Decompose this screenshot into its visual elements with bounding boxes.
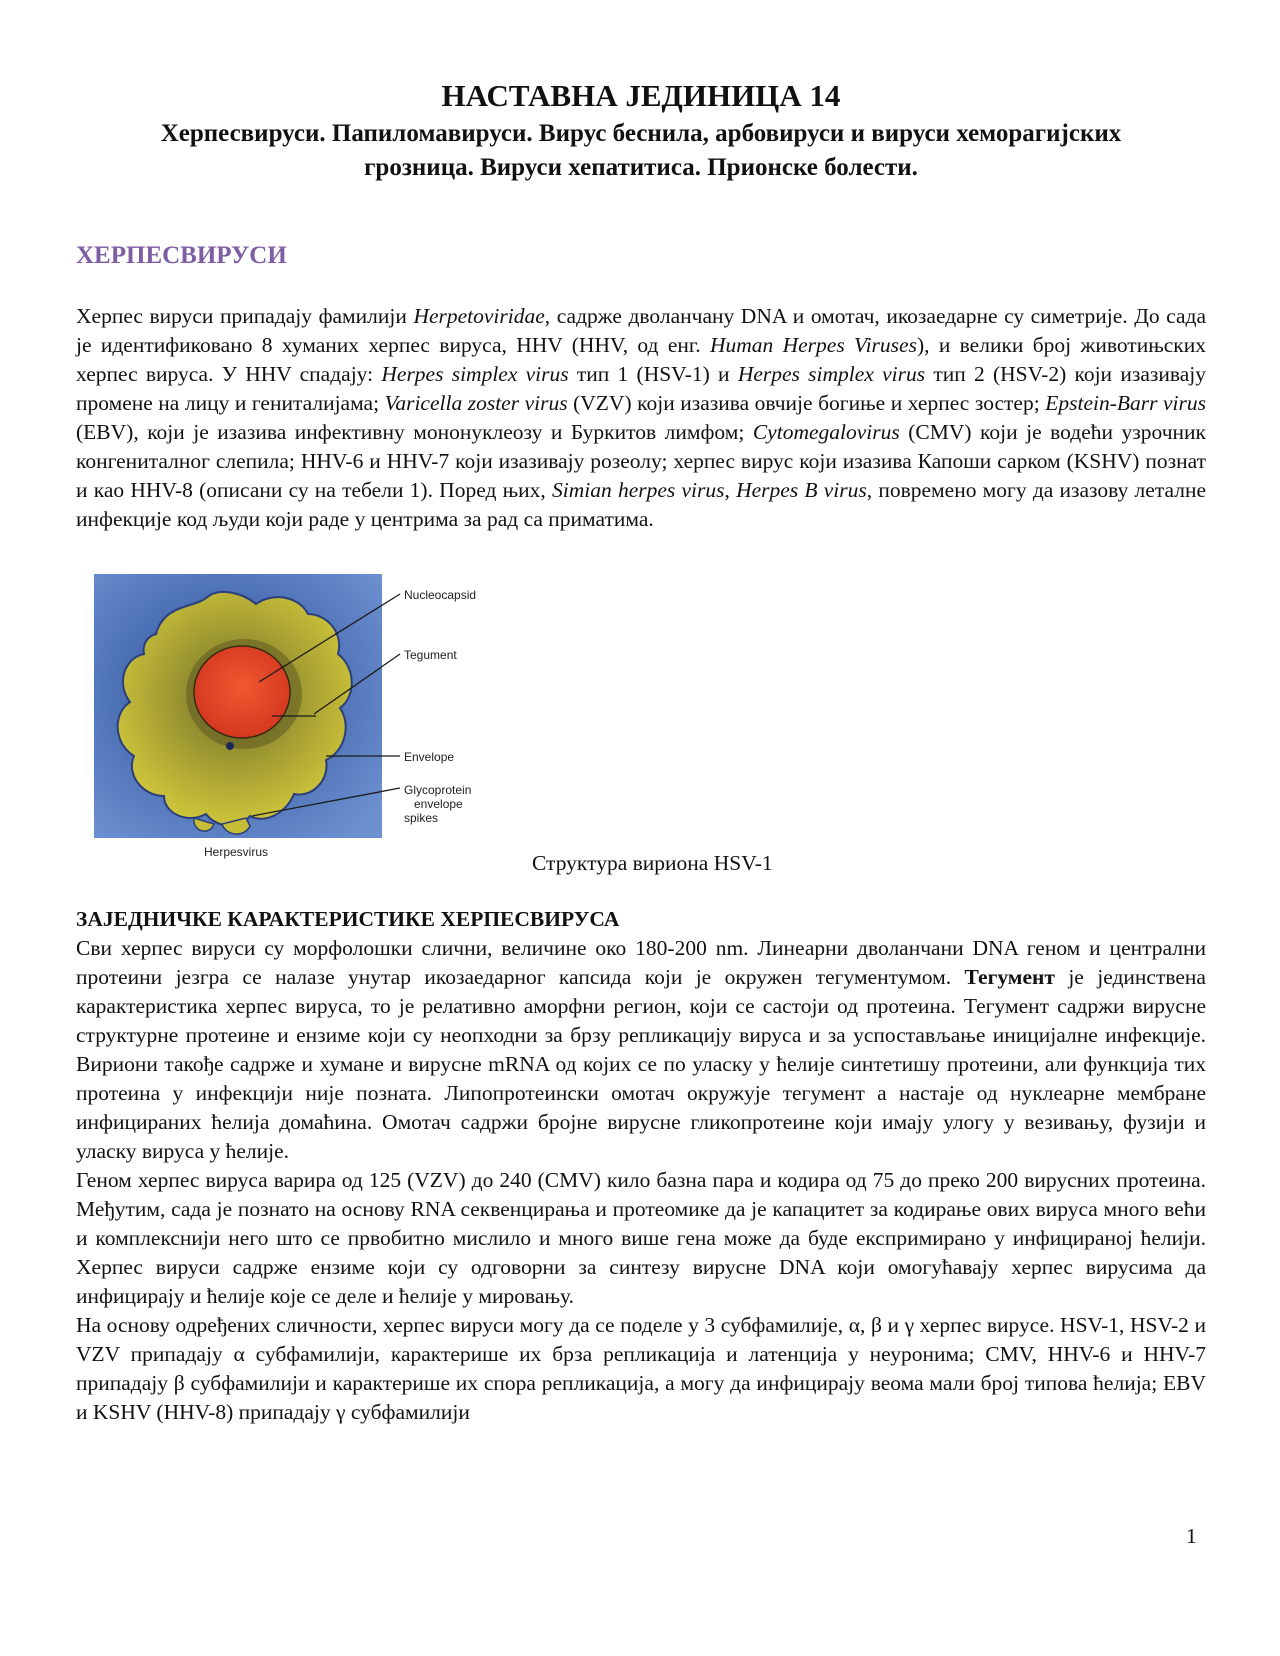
label-glycoprotein-2: envelope bbox=[414, 797, 463, 811]
label-glycoprotein-3: spikes bbox=[404, 811, 439, 825]
paragraph-morphology: Сви херпес вируси су морфолошки слични, величине око 180-200 nm. Линеарни дволанчани DNA геном и централни протеини језгра се налазе унутар икозаедарног капсида који је окружен тегументумом. Тегумент је јединствена карактеристика херпес вируса, то је релативно аморфни регион, који се састоји од протеина. Тегумент садржи вирусне структурне протеине и ензиме који су неопходни за брзу репликацију вируса и за успостављање иницијалне инфекције. Вириони такође садрже и хумане и вирусне mRNA од којих се по уласку у ћелије синтетишу протеини, али функција тих протеина у инфекцији није позната. Липопротеински омотач окружује тегумент а настаје од нуклеарне мембране инфицираних ћелија домаћина. Омотач садржи бројне вирусне гликопротеине који имају улогу у везивању, фузији и уласку вируса у ћелије. bbox=[76, 936, 1206, 1163]
figure-caption: Структура вириона HSV-1 bbox=[532, 851, 773, 875]
label-envelope: Envelope bbox=[404, 750, 455, 764]
document-subtitle: Херпесвируси. Папиломавируси. Вирус беснила, арбовируси и вируси хеморагијских грозница. Вируси хепатитиса. Прионске болести. bbox=[160, 120, 1122, 181]
herpesvirus-diagram bbox=[94, 574, 524, 864]
paragraph-genome: Геном херпес вируса варира од 125 (VZV) до 240 (CMV) кило базна пара и кодира од 75 до преко 200 вирусних протеина. Међутим, сада је познато на основу RNA секвенцирања и протеомике да је капацитет за кодирање ових вируса много већи и комплекснији него што се првобитно мислило и много више гена може да буде експримирано у инфицираној ћелији. Херпес вируси садрже ензиме који су одговорни за синтезу вирусне DNA који омогућавају херпес вирусима да инфицирају и ћелије које се деле и ћелије у мировању. bbox=[76, 1168, 1206, 1308]
herpesvirus-illustration bbox=[94, 574, 524, 864]
label-herpesvirus: Herpesvirus bbox=[204, 845, 269, 859]
paragraph-subfamilies: На основу одређених сличности, херпес вируси могу да се поделе у 3 субфамилије, α, β и γ херпес вирусе. HSV-1, HSV-2 и VZV припадају α субфамилији, карактерише их брза репликација и латенција у неуронима; CMV, HHV-6 и HHV-7 припадају β субфамилији и карактерише их спора репликација, а могу да инфицирају веома мали број типова ћелија; EBV и KSHV (HHV-8) припадају γ субфамилији bbox=[76, 1313, 1206, 1424]
subheading-common-characteristics: ЗАЈЕДНИЧКЕ КАРАКТЕРИСТИКЕ ХЕРПЕСВИРУСА bbox=[76, 907, 620, 931]
label-nucleocapsid: Nucleocapsid bbox=[404, 588, 477, 602]
document-title: НАСТАВНА ЈЕДИНИЦА 14 bbox=[441, 78, 841, 113]
page-number: 1 bbox=[1186, 1524, 1197, 1548]
envelope-pore bbox=[226, 742, 234, 750]
label-glycoprotein-1: Glycoprotein bbox=[404, 783, 472, 797]
common-characteristics-section bbox=[76, 905, 1206, 1427]
nucleocapsid-core bbox=[194, 646, 290, 738]
label-tegument: Tegument bbox=[404, 648, 457, 662]
intro-paragraph: Херпес вируси припадају фамилији Herpetoviridae, садрже дволанчану DNA и омотач, икозаедарне су симетрије. До сада је идентификовано 8 хуманих херпес вируса, HHV (HHV, од енг. Human Herpes Viruses), и велики број животињских херпес вируса. У HHV спадају: Herpes simplex virus тип 1 (HSV-1) и Herpes simplex virus тип 2 (HSV-2) који изазивају промене на лицу и гениталијама; Varicella zoster virus (VZV) који изазива овчије богиње и херпес зостер; Epstein-Barr virus (EBV), који је изазива инфективну мононуклеозу и Буркитов лимфом; Cytomegalovirus (CMV) који је водећи узрочник конгениталног слепила; HHV-6 и HHV-7 који изазивају розеолу; херпес вирус који изазива Капоши сарком (KSHV) познат и као HHV-8 (описани су на тебели 1). Поред њих, Simian herpes virus, Herpes B virus, повремено могу да изазову леталне инфекције код људи који раде у центрима за рад са приматима. bbox=[76, 304, 1207, 531]
section-heading-herpesviruses: ХЕРПЕСВИРУСИ bbox=[76, 242, 287, 269]
